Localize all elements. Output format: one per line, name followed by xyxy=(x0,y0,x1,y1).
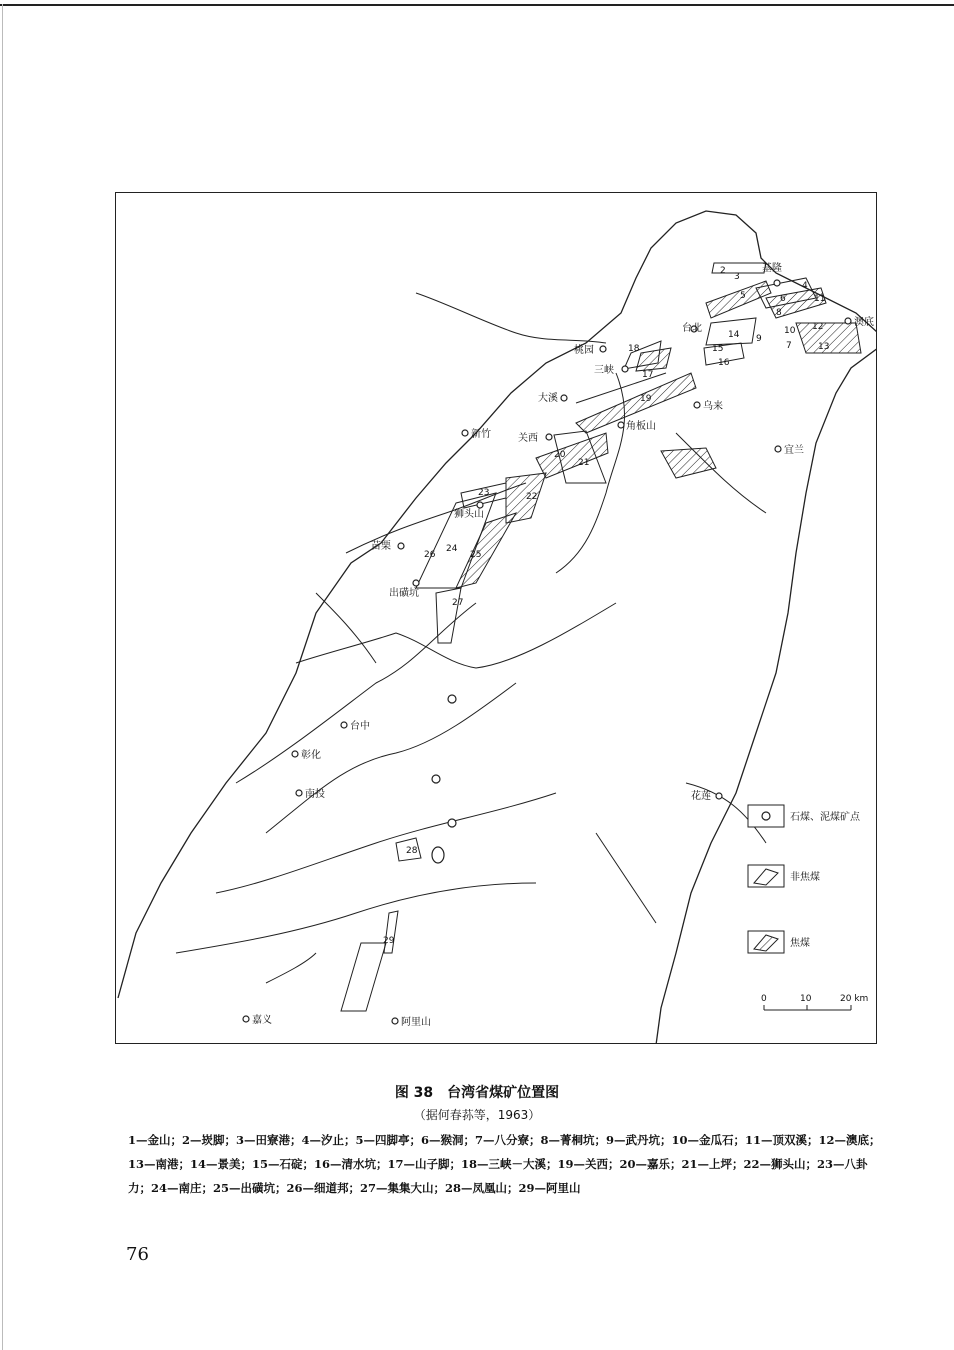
figure-title: 图 38 台湾省煤矿位置图 xyxy=(394,1085,560,1101)
place-jiayi: 嘉义 xyxy=(252,1015,272,1026)
scale-tick-10: 10 xyxy=(800,994,812,1004)
scale-bar xyxy=(761,994,868,1010)
mine-list: 1—金山；2—崁脚；3—田寮港；4—汐止；5—四脚亭；6—猴洞；7—八分寮；8—菁桐坑；9—武丹坑；10—金瓜石；11—顶双溪；12—澳底；13—南港；14—景美；15—石碇；16—清水坑；17—山子脚；18—三峡－大溪；19—关西；20—嘉乐；21—上坪；22—狮头山；23—八卦力；24—南庄；25—出磺坑；26—细道邦；27—集集大山；28—凤凰山；29—阿里山 xyxy=(128,1133,881,1195)
mine-number: 4 xyxy=(802,281,808,291)
coking-areas xyxy=(456,281,861,588)
mine-number: 25 xyxy=(470,550,482,560)
mine-number: 27 xyxy=(452,598,464,608)
place-jilong: 基隆 xyxy=(762,263,782,274)
mine-number: 11 xyxy=(814,294,826,304)
place-names xyxy=(252,261,874,1028)
mine-number: 14 xyxy=(728,330,740,340)
place-zhanghua: 彰化 xyxy=(301,750,321,761)
mine-number: 17 xyxy=(642,370,654,380)
place-nantou: 南投 xyxy=(305,789,325,800)
mine-number: 29 xyxy=(383,936,395,946)
top-rule xyxy=(0,4,954,6)
legend-point-circle-icon xyxy=(762,812,770,820)
legend-coal-point: 石煤、泥煤矿点 xyxy=(790,812,860,823)
mine-number: 21 xyxy=(578,458,590,468)
mine-number: 22 xyxy=(526,492,538,502)
place-hualian: 花莲 xyxy=(691,791,711,802)
place-markers xyxy=(243,280,851,1024)
place-miaoli: 苗栗 xyxy=(371,541,391,552)
left-rule xyxy=(2,4,3,1350)
mine-number: 16 xyxy=(718,358,730,368)
place-yilan: 宜兰 xyxy=(784,445,804,456)
mine-number: 28 xyxy=(406,846,418,856)
legend-non-coking: 非焦煤 xyxy=(790,872,820,883)
place-taoyuan: 桃园 xyxy=(574,345,594,356)
mine-number: 13 xyxy=(818,342,830,352)
mine-number: 12 xyxy=(812,322,824,332)
non-coking-areas xyxy=(341,263,816,1011)
place-taibei: 台北 xyxy=(682,323,702,334)
place-chuhuangkeng: 出磺坑 xyxy=(389,588,419,599)
mine-number: 6 xyxy=(780,294,786,304)
mine-number: 26 xyxy=(424,550,436,560)
place-sanxia: 三峡 xyxy=(594,365,614,376)
mine-number: 24 xyxy=(446,544,458,554)
mine-number: 15 xyxy=(712,344,724,354)
map-frame xyxy=(115,192,877,1044)
place-daxi: 大溪 xyxy=(538,393,558,404)
mine-number: 18 xyxy=(628,344,640,354)
mine-number: 2 xyxy=(720,266,726,276)
place-xinzhu: 新竹 xyxy=(471,429,491,440)
rivers xyxy=(176,293,766,983)
legend-coking: 焦煤 xyxy=(790,938,810,949)
mine-number: 3 xyxy=(734,272,740,282)
mine-number: 20 xyxy=(554,450,566,460)
place-alishan: 阿里山 xyxy=(401,1017,431,1028)
mine-number: 23 xyxy=(478,488,490,498)
scale-tick-0: 0 xyxy=(761,994,767,1004)
place-taizhong: 台中 xyxy=(350,721,370,732)
legend xyxy=(748,805,861,953)
mine-number: 9 xyxy=(756,334,762,344)
mine-number: 19 xyxy=(640,394,652,404)
mine-number: 7 xyxy=(786,341,792,351)
mine-number: 5 xyxy=(740,291,746,301)
mine-number: 10 xyxy=(784,326,796,336)
page-number: 76 xyxy=(126,1244,149,1265)
coal-mine-map xyxy=(116,193,877,1044)
mine-number: 8 xyxy=(776,308,782,318)
figure-source: （据何春荪等，1963） xyxy=(413,1108,541,1122)
place-shitoushan: 狮头山 xyxy=(454,509,484,520)
place-jiaobanshan: 角板山 xyxy=(626,421,656,432)
place-guanxi: 关西 xyxy=(518,433,538,444)
place-wulai: 乌来 xyxy=(703,401,723,412)
place-aodi: 澳底 xyxy=(854,317,874,328)
scale-tick-20: 20 km xyxy=(840,994,869,1004)
